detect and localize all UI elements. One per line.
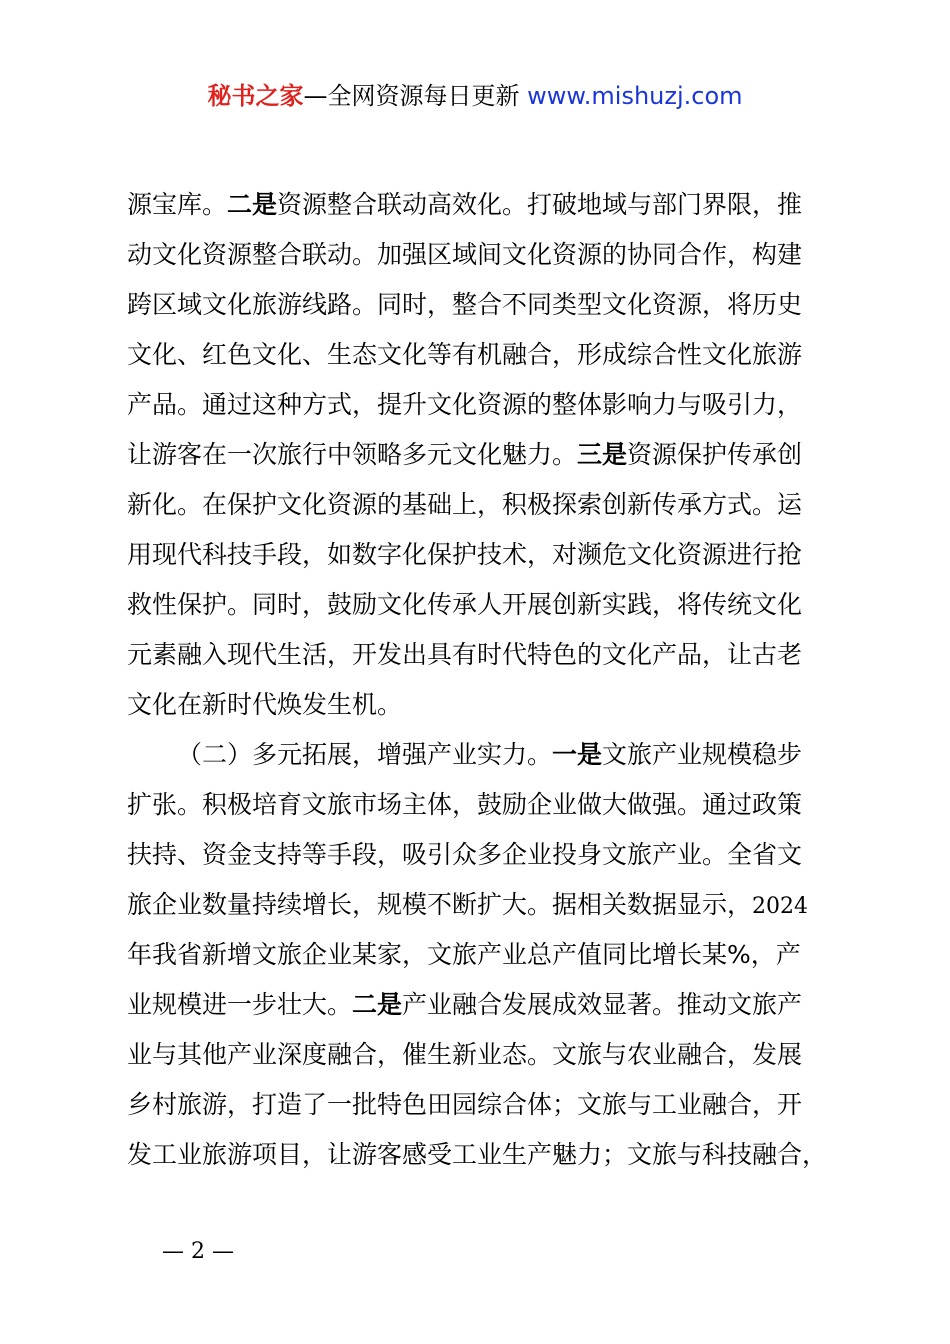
text-line: 源宝库。二是资源整合联动高效化。打破地域与部门界限，推 <box>127 190 803 219</box>
text-line: 乡村旅游，打造了一批特色田园综合体；文旅与工业融合，开 <box>127 1090 803 1119</box>
text-line: 文化在新时代焕发生机。 <box>127 690 403 719</box>
text-line: 用现代科技手段，如数字化保护技术，对濒危文化资源进行抢 <box>127 540 803 569</box>
site-brand: 秘书之家 <box>207 82 304 110</box>
bold-marker: 一是 <box>552 740 603 769</box>
page-number: — 2 — <box>162 1239 234 1264</box>
text-line: 跨区域文化旅游线路。同时，整合不同类型文化资源，将历史 <box>127 290 803 319</box>
bold-marker: 三是 <box>577 440 628 469</box>
site-tagline: —全网资源每日更新 <box>303 82 528 110</box>
text-line: 旅企业数量持续增长，规模不断扩大。据相关数据显示，2024 <box>127 890 809 919</box>
section-heading-line: （二）多元拓展，增强产业实力。一是文旅产业规模稳步 <box>177 740 803 769</box>
site-banner <box>0 80 950 112</box>
text-line: 元素融入现代生活，开发出具有时代特色的文化产品，让古老 <box>127 640 803 669</box>
document-body <box>127 180 847 1180</box>
text-line: 新化。在保护文化资源的基础上，积极探索创新传承方式。运 <box>127 490 803 519</box>
text-line: 文化、红色文化、生态文化等有机融合，形成综合性文化旅游 <box>127 340 803 369</box>
text-line: 业规模进一步壮大。二是产业融合发展成效显著。推动文旅产 <box>127 990 803 1019</box>
bold-marker: 二是 <box>352 990 403 1019</box>
year-number: 2024 <box>752 894 809 919</box>
text-line: 发工业旅游项目，让游客感受工业生产魅力；文旅与科技融合， <box>127 1140 828 1169</box>
text-line: 业与其他产业深度融合，催生新业态。文旅与农业融合，发展 <box>127 1040 803 1069</box>
bold-marker: 二是 <box>227 190 278 219</box>
site-url-link[interactable]: www.mishuzj.com <box>527 82 743 110</box>
text-line: 动文化资源整合联动。加强区域间文化资源的协同合作，构建 <box>127 240 803 269</box>
text-line: 年我省新增文旅企业某家，文旅产业总产值同比增长某%，产 <box>127 940 801 969</box>
text-line: 产品。通过这种方式，提升文化资源的整体影响力与吸引力， <box>127 390 803 419</box>
text-line: 救性保护。同时，鼓励文化传承人开展创新实践，将传统文化 <box>127 590 803 619</box>
text-line: 扶持、资金支持等手段，吸引众多企业投身文旅产业。全省文 <box>127 840 803 869</box>
text-line: 扩张。积极培育文旅市场主体，鼓励企业做大做强。通过政策 <box>127 790 803 819</box>
text-line: 让游客在一次旅行中领略多元文化魅力。三是资源保护传承创 <box>127 440 803 469</box>
